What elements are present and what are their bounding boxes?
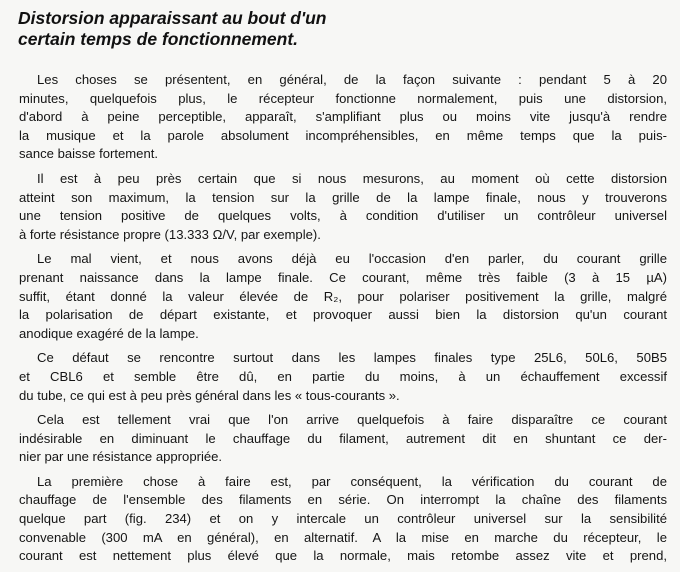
text-line: d'abord à peine perceptible, apparaît, s'amplifiant plus ou moins vite jusqu'à rendre xyxy=(19,109,667,125)
text-line: La première chose à faire est, par conséquent, la vérification du courant de xyxy=(37,473,667,489)
text-line: du tube, ce qui est à peu près général dans les « tous-courants ». xyxy=(19,387,400,403)
section-heading-line-2: certain temps de fonctionnement. xyxy=(18,29,299,49)
text-line: Il est à peu près certain que si nous mesurons, au moment où cette distorsion xyxy=(37,170,667,186)
text-line: sance baisse fortement. xyxy=(19,146,159,162)
text-line: chauffage de l'ensemble des filaments en série. On interrompt la chaîne des filaments xyxy=(19,492,667,508)
text-line: Les choses se présentent, en général, de la façon suivante : pendant 5 à 20 xyxy=(37,72,667,87)
text-line: prenant naissance dans la lampe finale. Ce courant, même très faible (3 à 15 µA) xyxy=(19,269,667,285)
paragraph-tube-types xyxy=(19,349,667,405)
paragraph-grid-current xyxy=(19,250,667,343)
text-line: la musique et la parole absolument incompréhensibles, en même temps que la puis- xyxy=(19,127,667,143)
text-line: anodique exagéré de la lampe. xyxy=(19,325,199,341)
text-line: indésirable en diminuant le chauffage du filament, autrement dit en shuntant ce der- xyxy=(19,430,667,446)
section-heading xyxy=(18,8,327,50)
text-line: Cela est tellement vrai que l'on arrive quelquefois à faire disparaître ce courant xyxy=(37,412,667,428)
text-line: nier par une résistance appropriée. xyxy=(19,449,223,465)
text-line: à forte résistance propre (13.333 Ω/V, par exemple). xyxy=(19,226,321,242)
text-line: la polarisation de départ existante, et provoquer aussi bien la distorsion qu'un courant xyxy=(19,307,667,323)
text-line: atteint son maximum, la tension sur la grille de la lampe finale, nous y trouverons xyxy=(19,189,667,205)
text-line: suffit, étant donné la valeur élevée de R₂, pour polariser positivement la grille, malgré xyxy=(19,288,667,304)
paragraph-measurement xyxy=(19,170,667,244)
section-heading-line-1: Distorsion apparaissant au bout d'un xyxy=(18,8,327,28)
text-line: courant est nettement plus élevé que la normale, mais retombe assez vite et prend, xyxy=(19,548,667,564)
text-line: Le mal vient, et nous avons déjà eu l'occasion d'en parler, du courant grille xyxy=(37,251,667,267)
paragraph-symptoms xyxy=(19,71,667,164)
text-line: et CBL6 et semble être dû, en partie du moins, à un échauffement excessif xyxy=(19,368,667,384)
text-line: Ce défaut se rencontre surtout dans les lampes finales type 25L6, 50L6, 50B5 xyxy=(37,350,667,366)
text-line: une tension positive de quelques volts, à condition d'utiliser un contrôleur universel xyxy=(19,208,667,224)
body-text xyxy=(19,71,667,572)
paragraph-filament-check xyxy=(19,473,667,566)
text-line: convenable (300 mA en général), en alternatif. A la mise en marche du récepteur, le xyxy=(19,529,667,545)
paragraph-shunt-remedy xyxy=(19,411,667,467)
text-line: quelque part (fig. 234) et on y intercale un contrôleur universel sur la sensibilité xyxy=(19,511,667,527)
text-line: minutes, quelquefois plus, le récepteur fonctionne normalement, puis une distorsion, xyxy=(19,90,667,106)
